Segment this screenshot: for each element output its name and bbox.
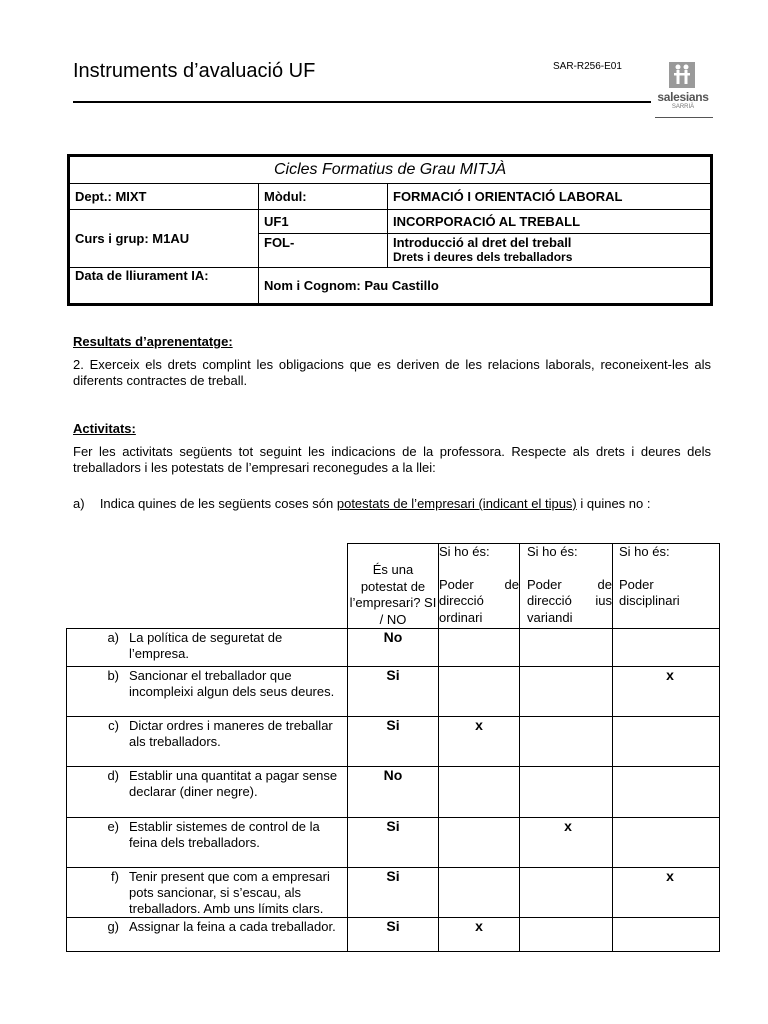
question-text-underlined: potestats de l’empresari (indicant el tipus): [336, 496, 577, 511]
row-text: Assignar la feina a cada treballador.: [129, 919, 336, 934]
header-ordinari: [439, 544, 520, 629]
question-text-pre: Indica quines de les següents coses són: [99, 496, 337, 511]
row-disciplinari: x: [613, 868, 720, 918]
title-divider: [73, 101, 651, 103]
header-disciplinari: [613, 544, 720, 629]
row-letter: a): [107, 630, 119, 645]
table-row: [67, 667, 720, 717]
nom-cognom-cell: Nom i Cognom: Pau Castillo: [259, 268, 712, 305]
course-info-table: [67, 154, 713, 306]
row-variandi: x: [520, 818, 613, 868]
header-variandi-label: Poder de direcció ius variandi: [527, 576, 612, 625]
topic-line-2: Drets i deures dels treballadors: [393, 250, 573, 264]
row-letter: f): [111, 869, 119, 884]
row-letter: b): [107, 668, 119, 683]
modul-label-cell: Mòdul:: [259, 184, 388, 210]
row-variandi: [520, 717, 613, 767]
results-text: 2. Exerceix els drets complint les obligacions que es deriven de les relacions laborals, reconeixent-les als diferents contractes de treball.: [73, 357, 711, 388]
header-potestat: És una potestat de l’empresari? SI / NO: [348, 544, 439, 629]
table-row: [67, 868, 720, 918]
header-disciplinari-label: Poder disciplinari: [619, 576, 680, 608]
document-title: Instruments d’avaluació UF: [73, 60, 316, 82]
row-ordinari: x: [439, 918, 520, 952]
results-heading: Resultats d’aprenentatge:: [73, 334, 233, 349]
row-disciplinari: [613, 629, 720, 667]
header-disciplinari-top: Si ho és:: [619, 544, 670, 559]
table-row: [67, 767, 720, 818]
row-text: Establir sistemes de control de la feina dels treballadors.: [129, 819, 320, 850]
row-ordinari: x: [439, 717, 520, 767]
topic-line-1: Introducció al dret del treball: [393, 235, 572, 250]
fol-cell: FOL-: [259, 234, 388, 268]
row-answer: No: [348, 767, 439, 818]
table-row: [67, 918, 720, 952]
uf-name-cell: INCORPORACIÓ AL TREBALL: [388, 210, 712, 234]
header-variandi: [520, 544, 613, 629]
row-answer: Si: [348, 818, 439, 868]
logo-divider: [655, 117, 713, 118]
row-variandi: [520, 767, 613, 818]
row-answer: Si: [348, 667, 439, 717]
row-disciplinari: x: [613, 667, 720, 717]
row-letter: e): [107, 819, 119, 834]
table-row: [67, 717, 720, 767]
logo-subtitle: SARRIÀ: [671, 104, 695, 110]
row-text: La política de seguretat de l’empresa.: [129, 630, 283, 661]
header-variandi-top: Si ho és:: [527, 544, 578, 559]
question-text-post: i quines no :: [576, 496, 651, 511]
row-text: Sancionar el treballador que incompleixi algun dels seus deures.: [129, 668, 335, 699]
row-text: Dictar ordres i maneres de treballar als treballadors.: [129, 718, 333, 749]
row-answer: Si: [348, 717, 439, 767]
curs-grup-cell: Curs i grup: M1AU: [69, 210, 259, 268]
row-text: Tenir present que com a empresari pots sancionar, si s’escau, als treballadors. Amb uns límits clars.: [129, 869, 330, 916]
row-letter: g): [107, 919, 119, 934]
table-row: [67, 818, 720, 868]
row-disciplinari: [613, 717, 720, 767]
row-variandi: [520, 868, 613, 918]
salesians-logo: [653, 62, 713, 122]
row-answer: No: [348, 629, 439, 667]
dept-cell: Dept.: MIXT: [69, 184, 259, 210]
potestats-table: [66, 543, 720, 952]
row-disciplinari: [613, 818, 720, 868]
row-disciplinari: [613, 767, 720, 818]
question-letter: a): [73, 496, 85, 511]
table-corner: [67, 544, 348, 629]
header-ordinari-top: Si ho és:: [439, 544, 490, 559]
row-ordinari: [439, 667, 520, 717]
data-lliurament-cell: Data de lliurament IA:: [69, 268, 259, 305]
course-info-title: Cicles Formatius de Grau MITJÀ: [69, 156, 712, 184]
row-ordinari: [439, 629, 520, 667]
row-answer: Si: [348, 918, 439, 952]
row-ordinari: [439, 868, 520, 918]
row-variandi: [520, 667, 613, 717]
topic-cell: [388, 234, 712, 268]
row-letter: c): [108, 718, 119, 733]
row-variandi: [520, 629, 613, 667]
row-ordinari: [439, 818, 520, 868]
table-row: [67, 629, 720, 667]
row-ordinari: [439, 767, 520, 818]
row-variandi: [520, 918, 613, 952]
question-a: [73, 496, 650, 512]
activities-intro: Fer les activitats següents tot seguint les indicacions de la professora. Respecte als drets i deures dels treballadors i les potestats de l’empresari reconegudes a la llei:: [73, 444, 711, 475]
header-ordinari-label: Poder de direcció ordinari: [439, 576, 519, 625]
document-code: SAR-R256-E01: [553, 61, 622, 72]
modul-value-cell: FORMACIÓ I ORIENTACIÓ LABORAL: [388, 184, 712, 210]
row-letter: d): [107, 768, 119, 783]
activities-heading: Activitats:: [73, 421, 136, 436]
logo-name: salesians: [657, 90, 709, 104]
row-text: Establir una quantitat a pagar sense declarar (diner negre).: [129, 768, 338, 799]
row-answer: Si: [348, 868, 439, 918]
logo-icon: [669, 62, 695, 88]
uf-code-cell: UF1: [259, 210, 388, 234]
row-disciplinari: [613, 918, 720, 952]
